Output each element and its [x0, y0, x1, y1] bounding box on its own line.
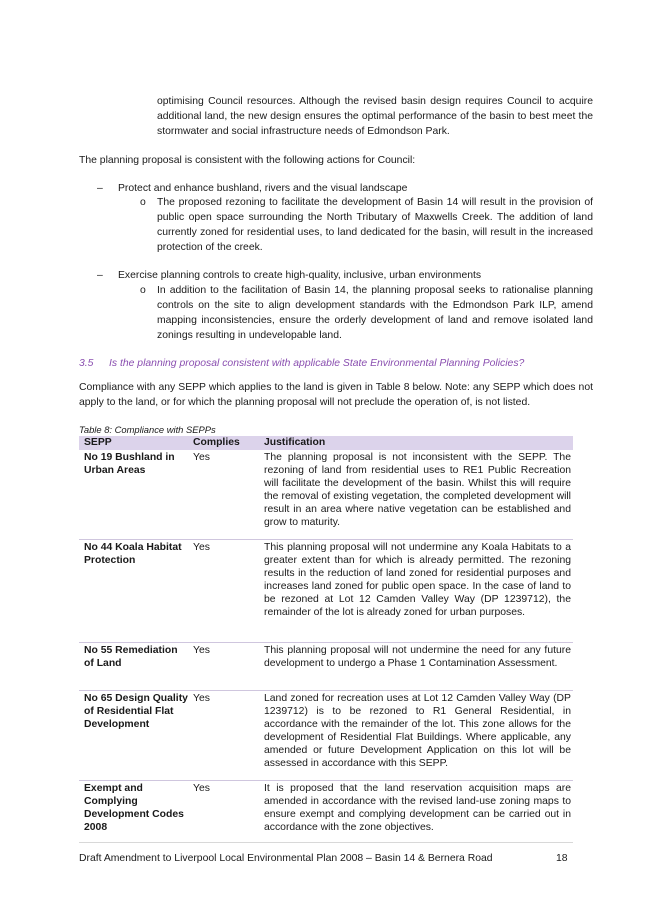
table-header-row — [79, 436, 573, 450]
cell-justification: This planning proposal will not undermine the need for any future development to undergo a Phase 1 Contamination Assessment. — [264, 645, 571, 669]
header-sepp: SEPP — [84, 437, 112, 448]
cell-justification: This planning proposal will not undermine any Koala Habitats to a greater extent than for which is already permitted. The rezoning results in the reduction of land zoned for residential purposes and increases land zoned for public open space. In the case of land to be rezoned at Lot 12 Camden Valley Way (DP 1239712), the remainder of the lot is already zoned for urban purposes. — [264, 542, 571, 618]
section-title: Is the planning proposal consistent with applicable State Environmental Planning Policies? — [109, 358, 525, 369]
page-number: 18 — [556, 853, 568, 864]
action-sub-text: The proposed rezoning to facilitate the development of Basin 14 will result in the provision of public open space surrounding the North Tributary of Maxwells Creek. The addition of land currently zoned for residential uses, to land dedicated for the basin, will result in the increased protection of the creek. — [157, 197, 593, 253]
cell-justification: The planning proposal is not inconsistent with the SEPP. The rezoning of land from residential uses to RE1 Public Recreation will facilitate the development of the basin. Whilst this will require the removal of existing vegetation, the completed development will result in an area where native vegetation can be established and grow to maturity. — [264, 452, 571, 528]
header-justification: Justification — [264, 437, 326, 448]
header-complies: Complies — [193, 437, 240, 448]
cell-complies: Yes — [193, 542, 210, 553]
paragraph-compliance: Compliance with any SEPP which applies to the land is given in Table 8 below. Note: any SEPP which does not apply to the land, or for which the planning proposal will not preclude the operation of, is not listed. — [79, 382, 593, 408]
cell-sepp: No 65 Design Quality of Residential Flat Development — [84, 693, 188, 730]
footer-divider — [79, 842, 573, 843]
dash-bullet: – — [97, 183, 103, 194]
circle-bullet: o — [140, 197, 146, 208]
cell-sepp: No 55 Remediation of Land — [84, 645, 178, 669]
paragraph-continuation: optimising Council resources. Although the revised basin design requires Council to acquire additional land, the new design ensures the optimal performance of the basin to best meet the stormwater and social infrastructure needs of Edmondson Park. — [157, 96, 593, 137]
table-row — [79, 643, 573, 691]
action-text: Exercise planning controls to create high-quality, inclusive, urban environments — [118, 270, 482, 281]
cell-complies: Yes — [193, 783, 210, 794]
cell-justification: It is proposed that the land reservation acquisition maps are amended in accordance with the revised land-use zoning maps to ensure exempt and complying development can be carried out in accordance with the zone objectives. — [264, 783, 571, 833]
table-row — [79, 781, 573, 840]
cell-sepp: Exempt and Complying Development Codes 2008 — [84, 783, 184, 833]
dash-bullet: – — [97, 270, 103, 281]
action-sub-text: In addition to the facilitation of Basin 14, the planning proposal seeks to rationalise planning controls on the site to align development standards with the Edmondson Park ILP, amend mapping inconsistencies, ensure the orderly development of land and remove isolated land zonings resulting in undevelopable land. — [157, 285, 593, 341]
cell-complies: Yes — [193, 645, 210, 656]
table-row — [79, 450, 573, 540]
table-row — [79, 540, 573, 643]
cell-complies: Yes — [193, 452, 210, 463]
circle-bullet: o — [140, 285, 146, 296]
cell-justification: Land zoned for recreation uses at Lot 12 Camden Valley Way (DP 1239712) is to be rezoned to R1 General Residential, in accordance with the remainder of the lot. This zone allows for the development of Residential Flat Buildings. Where applicable, any amended or future Development Application on this lot will be assessed in accordance with this SEPP. — [264, 693, 571, 769]
sepp-compliance-table — [79, 436, 573, 840]
action-text: Protect and enhance bushland, rivers and the visual landscape — [118, 183, 408, 194]
paragraph-consistent-actions: The planning proposal is consistent with the following actions for Council: — [79, 155, 416, 166]
section-heading — [79, 356, 524, 371]
footer-title: Draft Amendment to Liverpool Local Environmental Plan 2008 – Basin 14 & Bernera Road — [79, 853, 493, 864]
section-number: 3.5 — [79, 358, 94, 369]
table-caption: Table 8: Compliance with SEPPs — [79, 424, 216, 435]
cell-sepp: No 44 Koala Habitat Protection — [84, 542, 182, 566]
cell-sepp: No 19 Bushland in Urban Areas — [84, 452, 175, 476]
table-row — [79, 691, 573, 781]
cell-complies: Yes — [193, 693, 210, 704]
